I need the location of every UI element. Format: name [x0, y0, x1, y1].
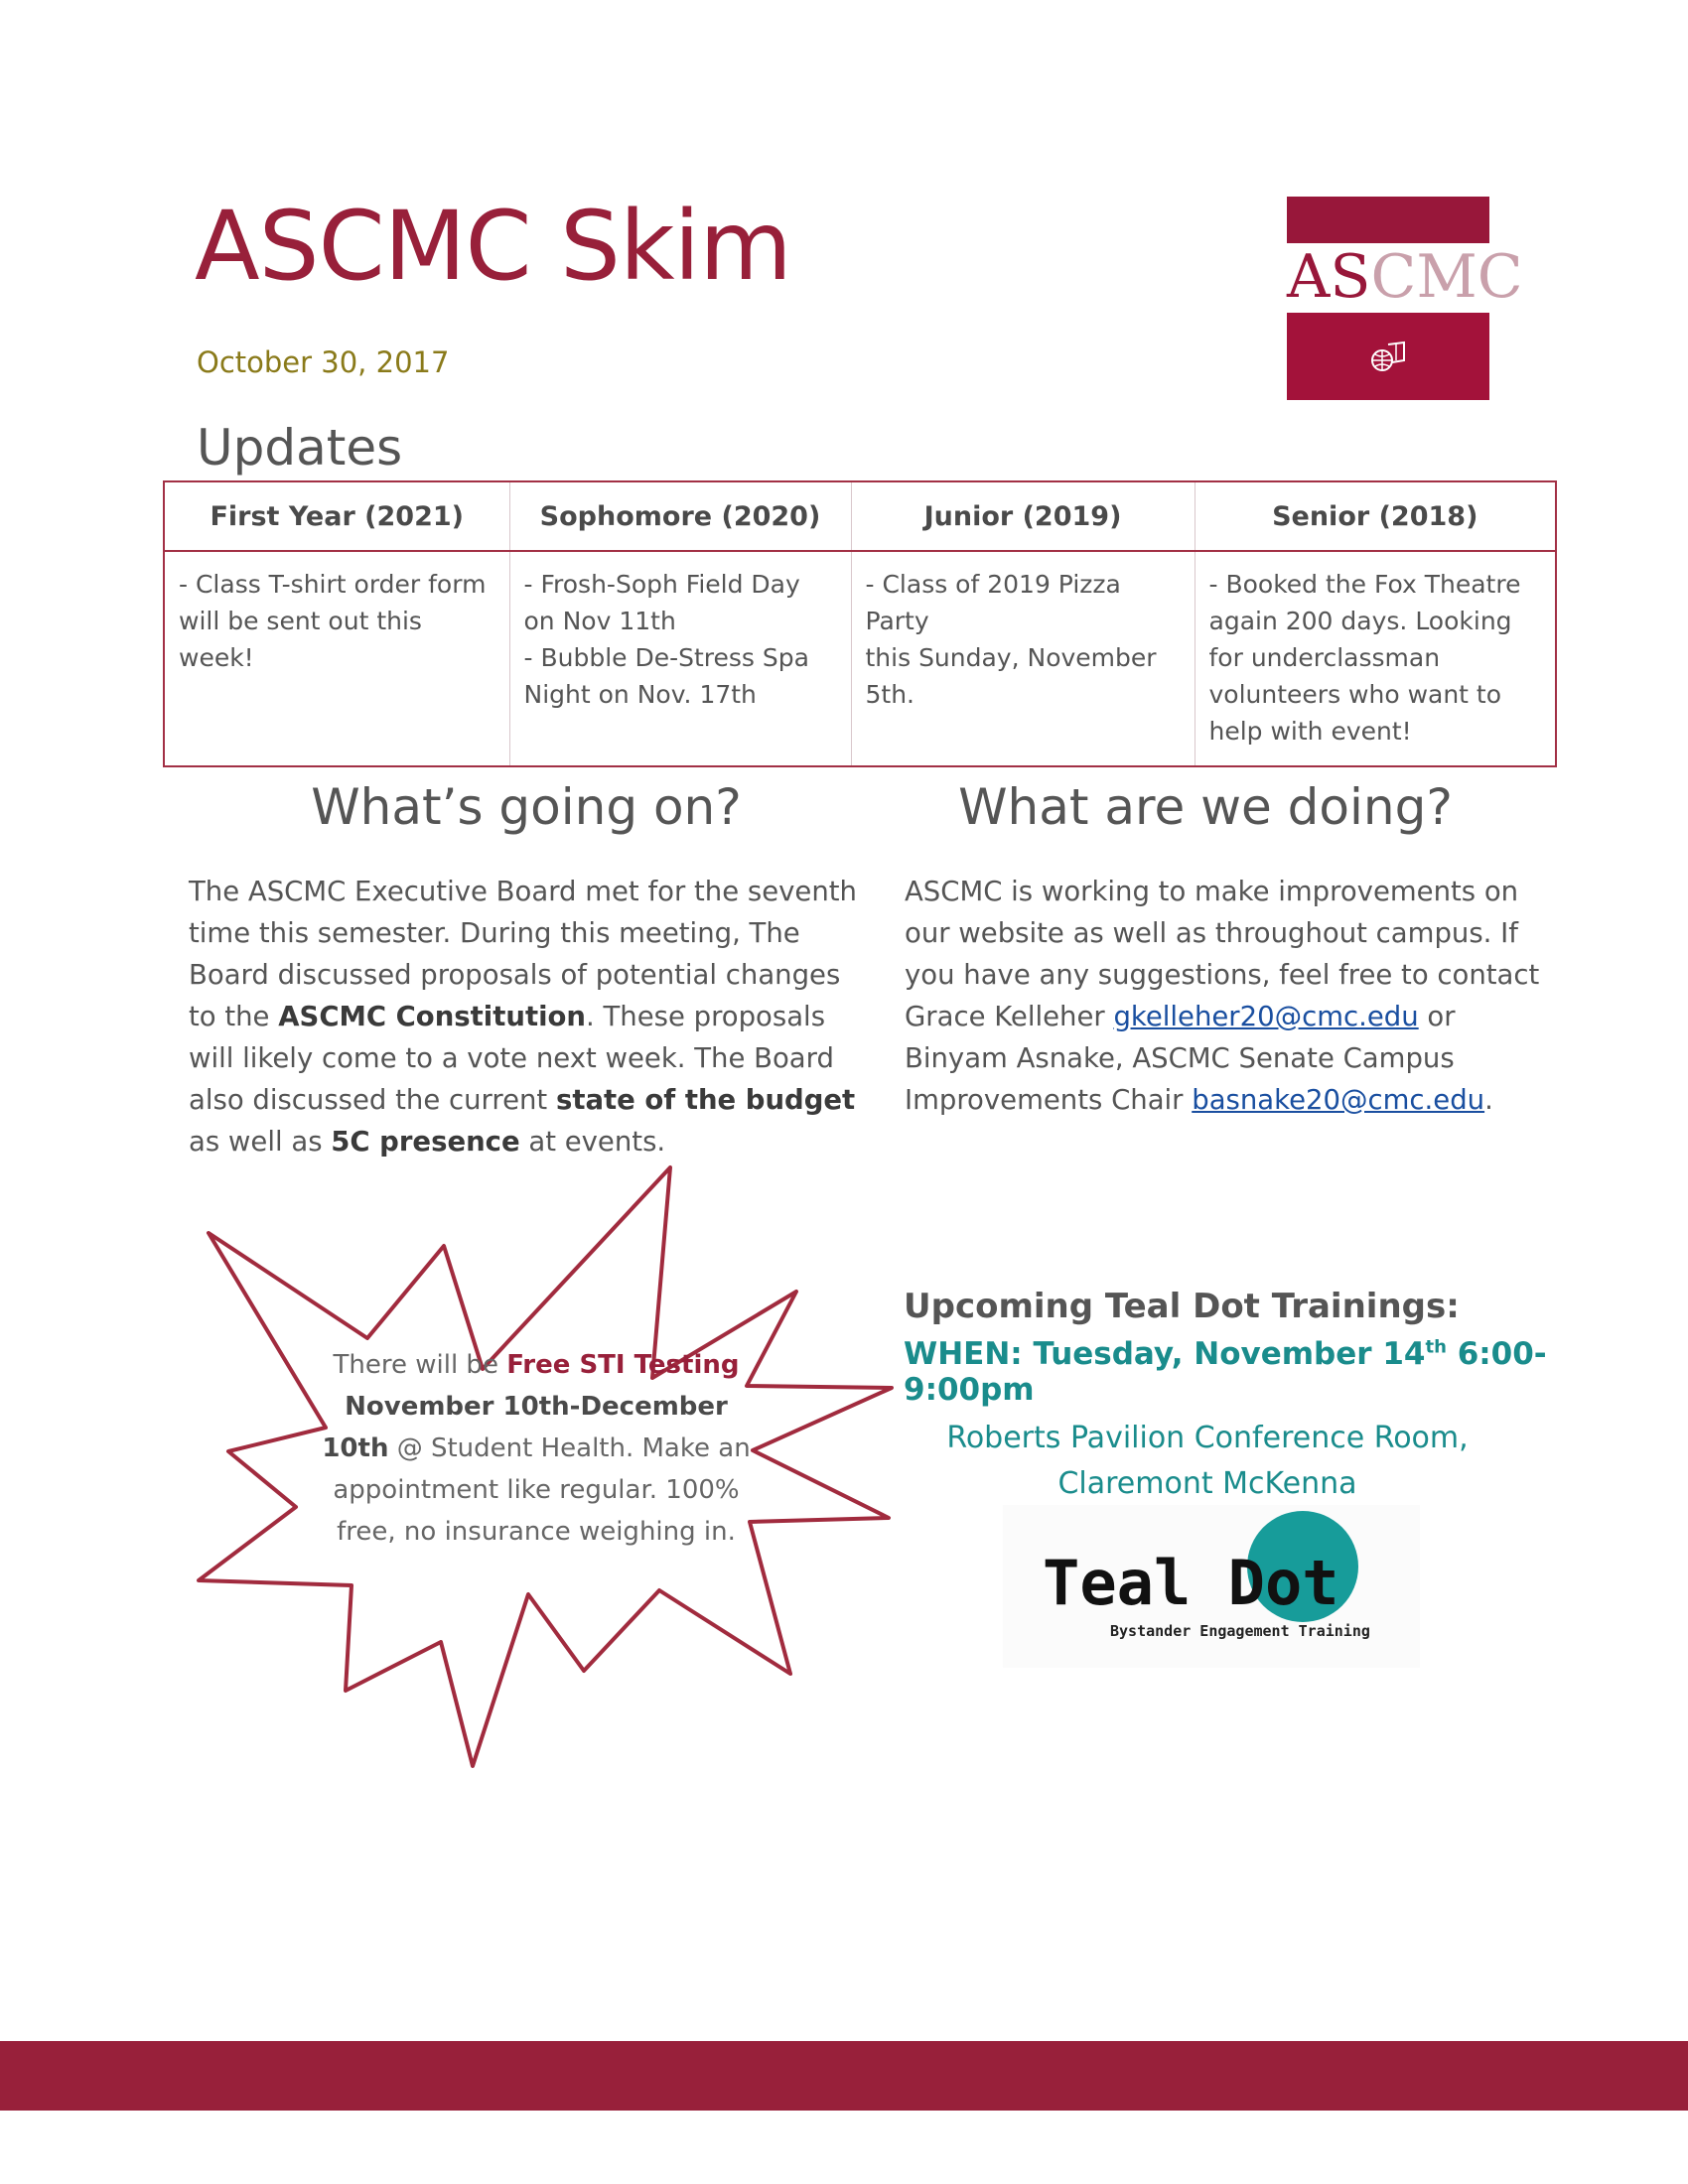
- updates-heading: Updates: [197, 419, 403, 477]
- sophomore-update: [509, 551, 851, 766]
- doing-text-2: or Binyam Asnake, ASCMC Senate Campus Improvements Chair: [905, 1001, 1456, 1116]
- email-link-basnake[interactable]: basnake20@cmc.edu: [1192, 1084, 1485, 1116]
- column-header-senior: Senior (2018): [1195, 481, 1556, 551]
- sti-text-1: There will be: [333, 1350, 507, 1380]
- logo-wordmark: [1287, 242, 1523, 312]
- sophomore-update-text: - Frosh-Soph Field Day on Nov 11th - Bubble De-Stress Spa Night on Nov. 17th: [523, 570, 809, 709]
- teal-dot-time: 6:00-9:00pm: [904, 1336, 1547, 1408]
- teal-dot-logo-word: Teal Dot: [1043, 1547, 1339, 1619]
- sti-text-2: @ Student Health. Make an appointment like regular. 100% free, no insurance weighing in.: [333, 1433, 751, 1547]
- footer-bar: [0, 2041, 1688, 2111]
- teal-dot-when: [904, 1336, 1599, 1408]
- newsletter-title: ASCMC Skim: [195, 191, 791, 302]
- logo-top-band: [1287, 197, 1489, 243]
- doing-text-1: ASCMC is working to make improvements on our website as well as throughout campus. If you have any suggestions, feel free to contact Grace Kelleher: [905, 876, 1540, 1032]
- column-header-junior: Junior (2019): [851, 481, 1195, 551]
- first-year-update-text: - Class T-shirt order form will be sent out this week!: [179, 570, 487, 672]
- doing-text-3: .: [1484, 1084, 1493, 1116]
- table-header-row: [164, 481, 1556, 551]
- logo-bottom-band: [1287, 313, 1489, 400]
- junior-update: [851, 551, 1195, 766]
- teal-dot-location: Roberts Pavilion Conference Room, Claremont McKenna: [946, 1421, 1469, 1501]
- whats-going-on-paragraph: [189, 871, 874, 1162]
- column-header-first-year: First Year (2021): [164, 481, 509, 551]
- what-are-we-doing-paragraph: [905, 871, 1550, 1121]
- first-year-update: [164, 551, 509, 766]
- column-header-sophomore: Sophomore (2020): [509, 481, 851, 551]
- teal-dot-date: WHEN: Tuesday, November 14: [904, 1336, 1426, 1372]
- class-updates-table: [163, 480, 1557, 767]
- ascmc-logo: [1287, 197, 1523, 400]
- going-on-text-1: The ASCMC Executive Board met for the seventh time this semester. During this meeting, The Board discussed proposals of potential changes to the: [189, 876, 857, 1032]
- going-on-text-2: . These proposals will likely come to a vote next week. The Board also discussed the current: [189, 1001, 834, 1116]
- whats-going-on-heading: What’s going on?: [311, 778, 742, 836]
- sti-date-range: November 10th-December 10th: [322, 1392, 728, 1463]
- logo-text-a: AS: [1287, 242, 1371, 312]
- ascmc-constitution-highlight: ASCMC Constitution: [278, 1001, 586, 1032]
- junior-update-text: - Class of 2019 Pizza Party this Sunday, November 5th.: [865, 570, 1157, 709]
- budget-highlight: state of the budget: [555, 1084, 856, 1116]
- teal-dot-logo: [1003, 1505, 1420, 1668]
- going-on-text-3: as well as: [189, 1126, 332, 1158]
- email-link-gkelleher[interactable]: gkelleher20@cmc.edu: [1113, 1001, 1419, 1032]
- logo-text-b: CMC: [1370, 242, 1523, 312]
- 5c-presence-highlight: 5C presence: [331, 1126, 520, 1158]
- teal-dot-logo-subtitle: Bystander Engagement Training: [1110, 1622, 1370, 1640]
- senior-update-text: - Booked the Fox Theatre again 200 days. Looking for underclassman volunteers who want to help with event!: [1208, 570, 1521, 746]
- free-sti-testing-highlight: Free STI Testing: [506, 1350, 740, 1380]
- teal-dot-date-suffix: th: [1425, 1336, 1447, 1358]
- sti-testing-notice: [308, 1344, 765, 1553]
- going-on-text-4: at events.: [519, 1126, 666, 1158]
- table-row: [164, 551, 1556, 766]
- senior-update: [1195, 551, 1556, 766]
- teal-dot-announcement: [904, 1287, 1599, 1507]
- newsletter-date: October 30, 2017: [197, 345, 450, 379]
- what-are-we-doing-heading: What are we doing?: [958, 778, 1453, 836]
- teal-dot-title: Upcoming Teal Dot Trainings:: [904, 1287, 1460, 1326]
- globe-book-icon: [1370, 341, 1406, 374]
